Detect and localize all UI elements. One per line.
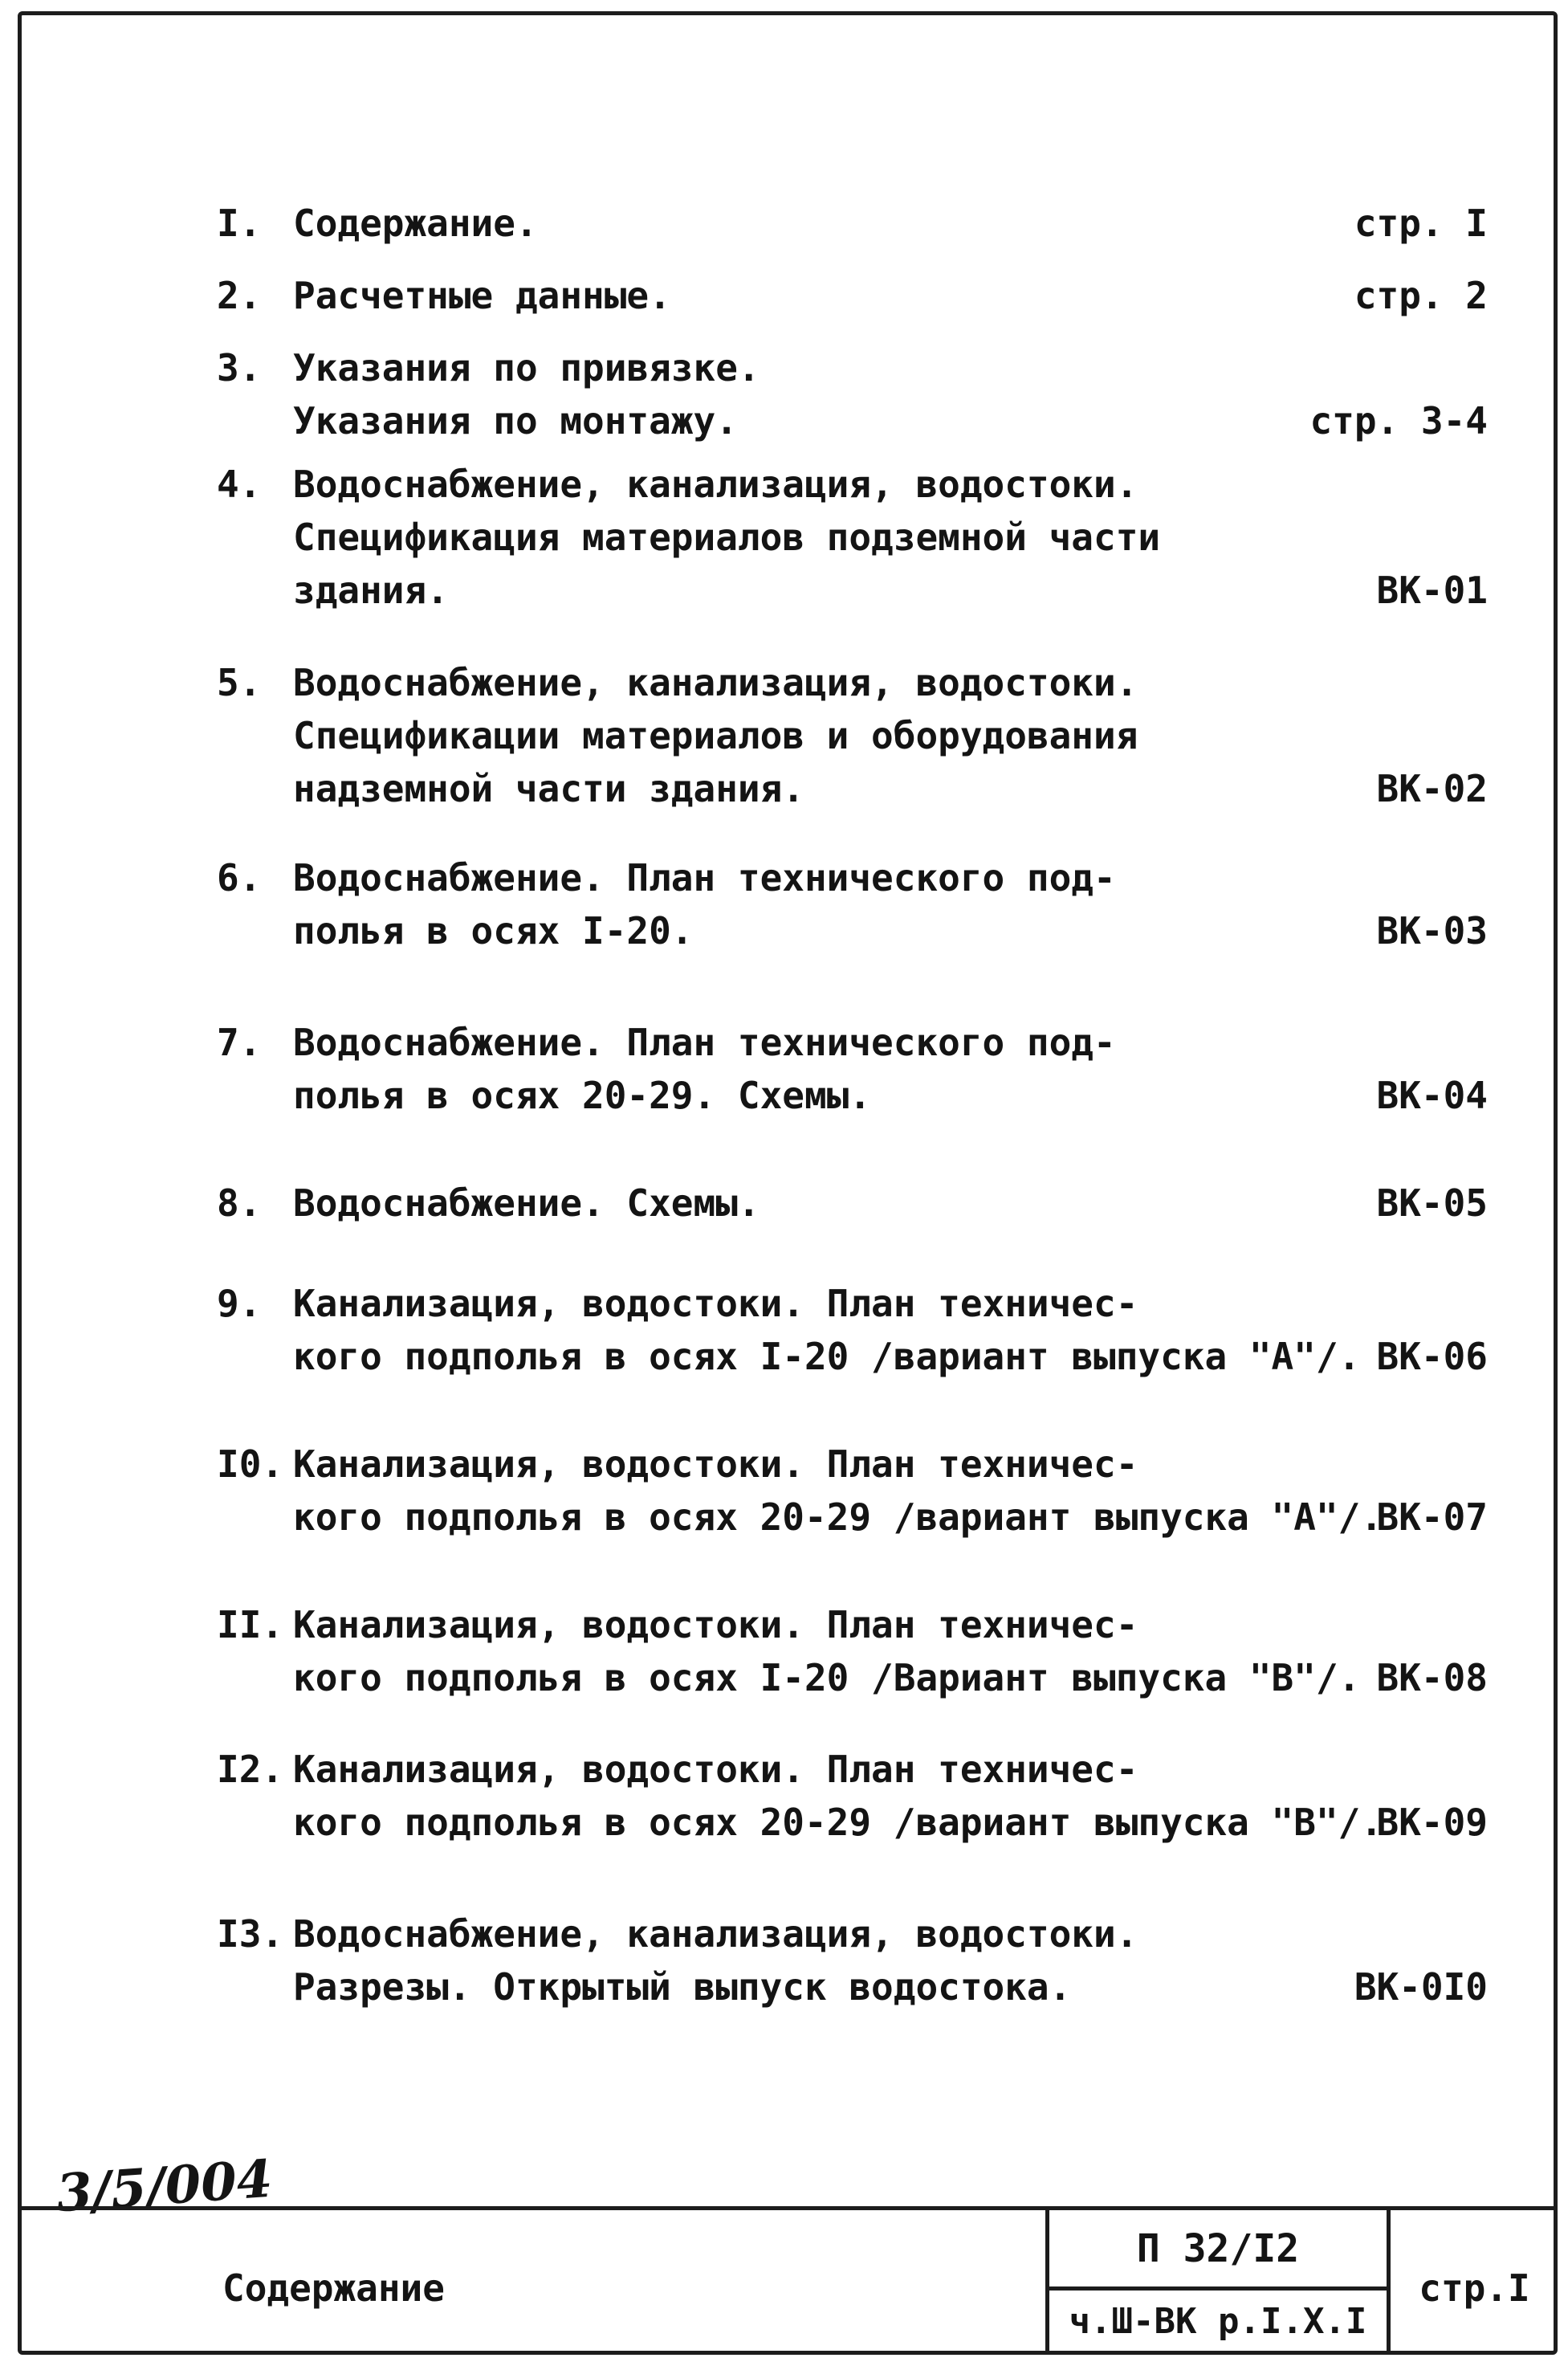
toc-entry-number: 7. bbox=[217, 1021, 262, 1064]
toc-entry-line: полья в осях 20-29. Схемы. bbox=[293, 1074, 872, 1117]
toc-entry-line: здания. bbox=[293, 569, 449, 612]
toc-entry-line: Указания по привязке. bbox=[293, 346, 760, 390]
toc-entry-line: Канализация, водостоки. План техничес- bbox=[293, 1603, 1138, 1646]
toc-entry-page-ref: ВК-06 bbox=[1376, 1335, 1488, 1378]
toc-entry-line: Водоснабжение. План технического под- bbox=[293, 1021, 1116, 1064]
toc-entry-number: 9. bbox=[217, 1282, 262, 1325]
toc-entry-title bbox=[293, 1177, 1240, 1230]
toc-entry-line: Водоснабжение. Схемы. bbox=[293, 1181, 760, 1225]
toc-entry-line: Канализация, водостоки. План техничес- bbox=[293, 1442, 1138, 1486]
title-block bbox=[18, 2206, 1558, 2351]
title-block-page: стр.I bbox=[1419, 2266, 1530, 2310]
toc-entry-line: Указания по монтажу. bbox=[293, 399, 738, 443]
toc-entry-title bbox=[293, 1277, 1361, 1383]
toc-entry-line: кого подполья в осях I-20 /вариант выпуска "А"/. bbox=[293, 1335, 1361, 1378]
toc-entry-line: Спецификации материалов и оборудования bbox=[293, 714, 1138, 757]
title-block-divider bbox=[1045, 2286, 1391, 2291]
toc-entry-title bbox=[293, 197, 1240, 250]
title-block-divider bbox=[1387, 2210, 1391, 2351]
toc-entry-line: надземной части здания. bbox=[293, 767, 804, 810]
toc-entry-line: полья в осях I-20. bbox=[293, 909, 694, 953]
toc-entry-title bbox=[293, 1016, 1240, 1122]
toc-entry-number: 2. bbox=[217, 274, 262, 317]
toc-entry-page-ref: ВК-01 bbox=[1376, 569, 1488, 612]
toc-entry-line: кого подполья в осях 20-29 /вариант выпуска "А"/. bbox=[293, 1495, 1383, 1539]
toc-entry-page-ref: ВК-04 bbox=[1376, 1074, 1488, 1117]
toc-entry-line: Канализация, водостоки. План техничес- bbox=[293, 1748, 1138, 1791]
toc-entry-line: Водоснабжение, канализация, водостоки. bbox=[293, 463, 1138, 506]
toc-entry-page-ref: стр. I bbox=[1354, 202, 1488, 245]
handwritten-note: 3/5/004 bbox=[54, 2148, 275, 2225]
toc-entry-number: 8. bbox=[217, 1181, 262, 1225]
title-block-part: ч.Ш-ВК р.I.Х.I bbox=[1069, 2301, 1367, 2342]
toc-entry-number: I. bbox=[217, 202, 262, 245]
toc-entry-line: Разрезы. Открытый выпуск водостока. bbox=[293, 1965, 1072, 2009]
toc-entry-title bbox=[293, 851, 1240, 957]
toc-entry-number: I0. bbox=[217, 1442, 284, 1486]
toc-entry-title bbox=[293, 341, 1240, 447]
toc-entry-line: Водоснабжение. План технического под- bbox=[293, 856, 1116, 899]
toc-entry-line: кого подполья в осях 20-29 /вариант выпуска "В"/. bbox=[293, 1801, 1383, 1844]
toc-entry-title bbox=[293, 1438, 1383, 1544]
title-block-code: П 32/I2 bbox=[1136, 2226, 1300, 2271]
toc-entry-page-ref: ВК-08 bbox=[1376, 1656, 1488, 1699]
toc-entry-line: Спецификация материалов подземной части bbox=[293, 516, 1161, 559]
toc-entry-line: Содержание. bbox=[293, 202, 538, 245]
toc-entry-page-ref: ВК-03 bbox=[1376, 909, 1488, 953]
toc-entry-title bbox=[293, 656, 1240, 815]
toc-entry-title bbox=[293, 1743, 1383, 1849]
toc-entry-title bbox=[293, 269, 1240, 322]
toc-entry-number: 5. bbox=[217, 661, 262, 704]
toc-entry-page-ref: ВК-0I0 bbox=[1354, 1965, 1488, 2009]
toc-entry-line: Водоснабжение, канализация, водостоки. bbox=[293, 1912, 1138, 1956]
toc-entry-title bbox=[293, 1907, 1240, 2013]
toc-entry-page-ref: стр. 3-4 bbox=[1309, 399, 1488, 443]
toc-entry-page-ref: ВК-07 bbox=[1376, 1495, 1488, 1539]
toc-entry-line: кого подполья в осях I-20 /Вариант выпуска "В"/. bbox=[293, 1656, 1361, 1699]
toc-entry-number: 3. bbox=[217, 346, 262, 390]
toc-entry-line: Расчетные данные. bbox=[293, 274, 671, 317]
title-block-title: Содержание bbox=[222, 2266, 445, 2310]
toc-entry-title bbox=[293, 1598, 1361, 1704]
toc-entry-number: II. bbox=[217, 1603, 284, 1646]
toc-entry-page-ref: ВК-02 bbox=[1376, 767, 1488, 810]
toc-entry-page-ref: стр. 2 bbox=[1354, 274, 1488, 317]
toc-entry-number: 6. bbox=[217, 856, 262, 899]
toc-entry-line: Канализация, водостоки. План техничес- bbox=[293, 1282, 1138, 1325]
toc-entry-number: 4. bbox=[217, 463, 262, 506]
toc-entry-number: I3. bbox=[217, 1912, 284, 1956]
toc-entry-page-ref: ВК-05 bbox=[1376, 1181, 1488, 1225]
toc-entry-page-ref: ВК-09 bbox=[1376, 1801, 1488, 1844]
toc-entry-line: Водоснабжение, канализация, водостоки. bbox=[293, 661, 1138, 704]
toc-entry-number: I2. bbox=[217, 1748, 284, 1791]
toc-entry-title bbox=[293, 458, 1240, 617]
